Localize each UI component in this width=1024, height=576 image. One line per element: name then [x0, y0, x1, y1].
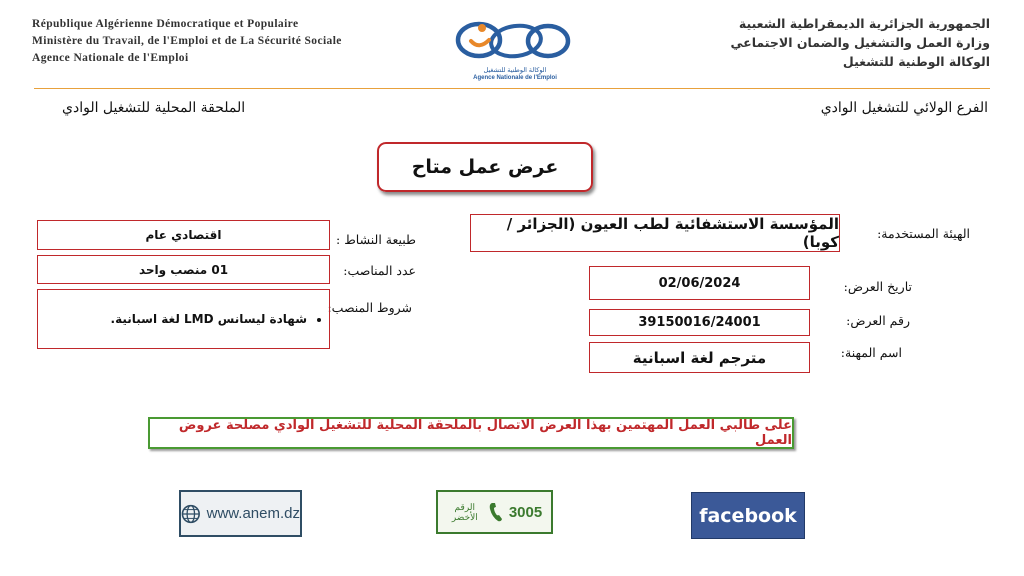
header-fr-line-3: Agence Nationale de l'Emploi	[32, 52, 189, 64]
contact-notice: على طالبي العمل المهتمين بهذا العرض الاتصال بالملحقة المحلية للتشغيل الوادي مصلحة عروض العمل	[148, 417, 794, 449]
globe-icon	[181, 504, 201, 524]
logo-caption-ar: الوكالة الوطنية للتشغيل	[483, 67, 547, 74]
ref-value: 39150016/24001	[589, 309, 810, 336]
conditions-value	[37, 289, 330, 349]
job-label: اسم المهنة:	[840, 345, 902, 360]
header-ar-line-2: وزارة العمل والتشغيل والضمان الاجتماعي	[730, 35, 990, 50]
date-value: 02/06/2024	[589, 266, 810, 300]
anem-logo-icon	[452, 14, 578, 66]
employer-value: المؤسسة الاستشفائية لطب العيون (الجزائر / كوبا)	[470, 214, 840, 252]
facebook-button[interactable]	[691, 492, 805, 539]
anem-logo	[452, 14, 578, 86]
date-label: تاريخ العرض:	[843, 279, 912, 294]
green-number-button[interactable]	[436, 490, 553, 534]
logo-caption-fr: Agence Nationale de l'Emploi	[473, 75, 557, 81]
ref-label: رقم العرض:	[846, 313, 910, 328]
job-value: مترجم لغة اسبانية	[589, 342, 810, 373]
green-number-label: الرقم الأخضر	[451, 502, 478, 522]
header-french	[32, 16, 342, 67]
header-fr-line-2: Ministère du Travail, de l'Emploi et de La Sécurité Sociale	[32, 35, 342, 47]
branch-provincial: الفرع الولائي للتشغيل الوادي	[820, 100, 988, 116]
phone-icon	[487, 500, 505, 524]
employer-label: الهيئة المستخدمة:	[877, 226, 970, 241]
header-arabic	[731, 14, 990, 71]
header-fr-line-1: République Algérienne Démocratique et Populaire	[32, 18, 299, 30]
branch-local: الملحقة المحلية للتشغيل الوادي	[62, 100, 246, 116]
facebook-label: facebook	[699, 504, 797, 527]
website-label: www.anem.dz	[206, 505, 300, 522]
posts-label: عدد المناصب:	[343, 263, 416, 278]
header-ar-line-1: الجمهورية الجزائرية الديمقراطية الشعبية	[738, 16, 990, 31]
condition-item: • شهادة ليسانس LMD لغة اسبانية.	[111, 312, 307, 326]
activity-value: اقتصادي عام	[37, 220, 330, 250]
website-button[interactable]	[179, 490, 302, 537]
posts-value: 01 منصب واحد	[37, 255, 330, 284]
activity-label: طبيعة النشاط :	[336, 232, 416, 247]
header-divider	[34, 88, 990, 89]
offer-title: عرض عمل متاح	[377, 142, 593, 192]
conditions-list	[111, 312, 321, 326]
header-ar-line-3: الوكالة الوطنية للتشغيل	[842, 54, 990, 69]
conditions-label: شروط المنصب:	[327, 300, 412, 315]
green-number-value: 3005	[508, 503, 543, 521]
